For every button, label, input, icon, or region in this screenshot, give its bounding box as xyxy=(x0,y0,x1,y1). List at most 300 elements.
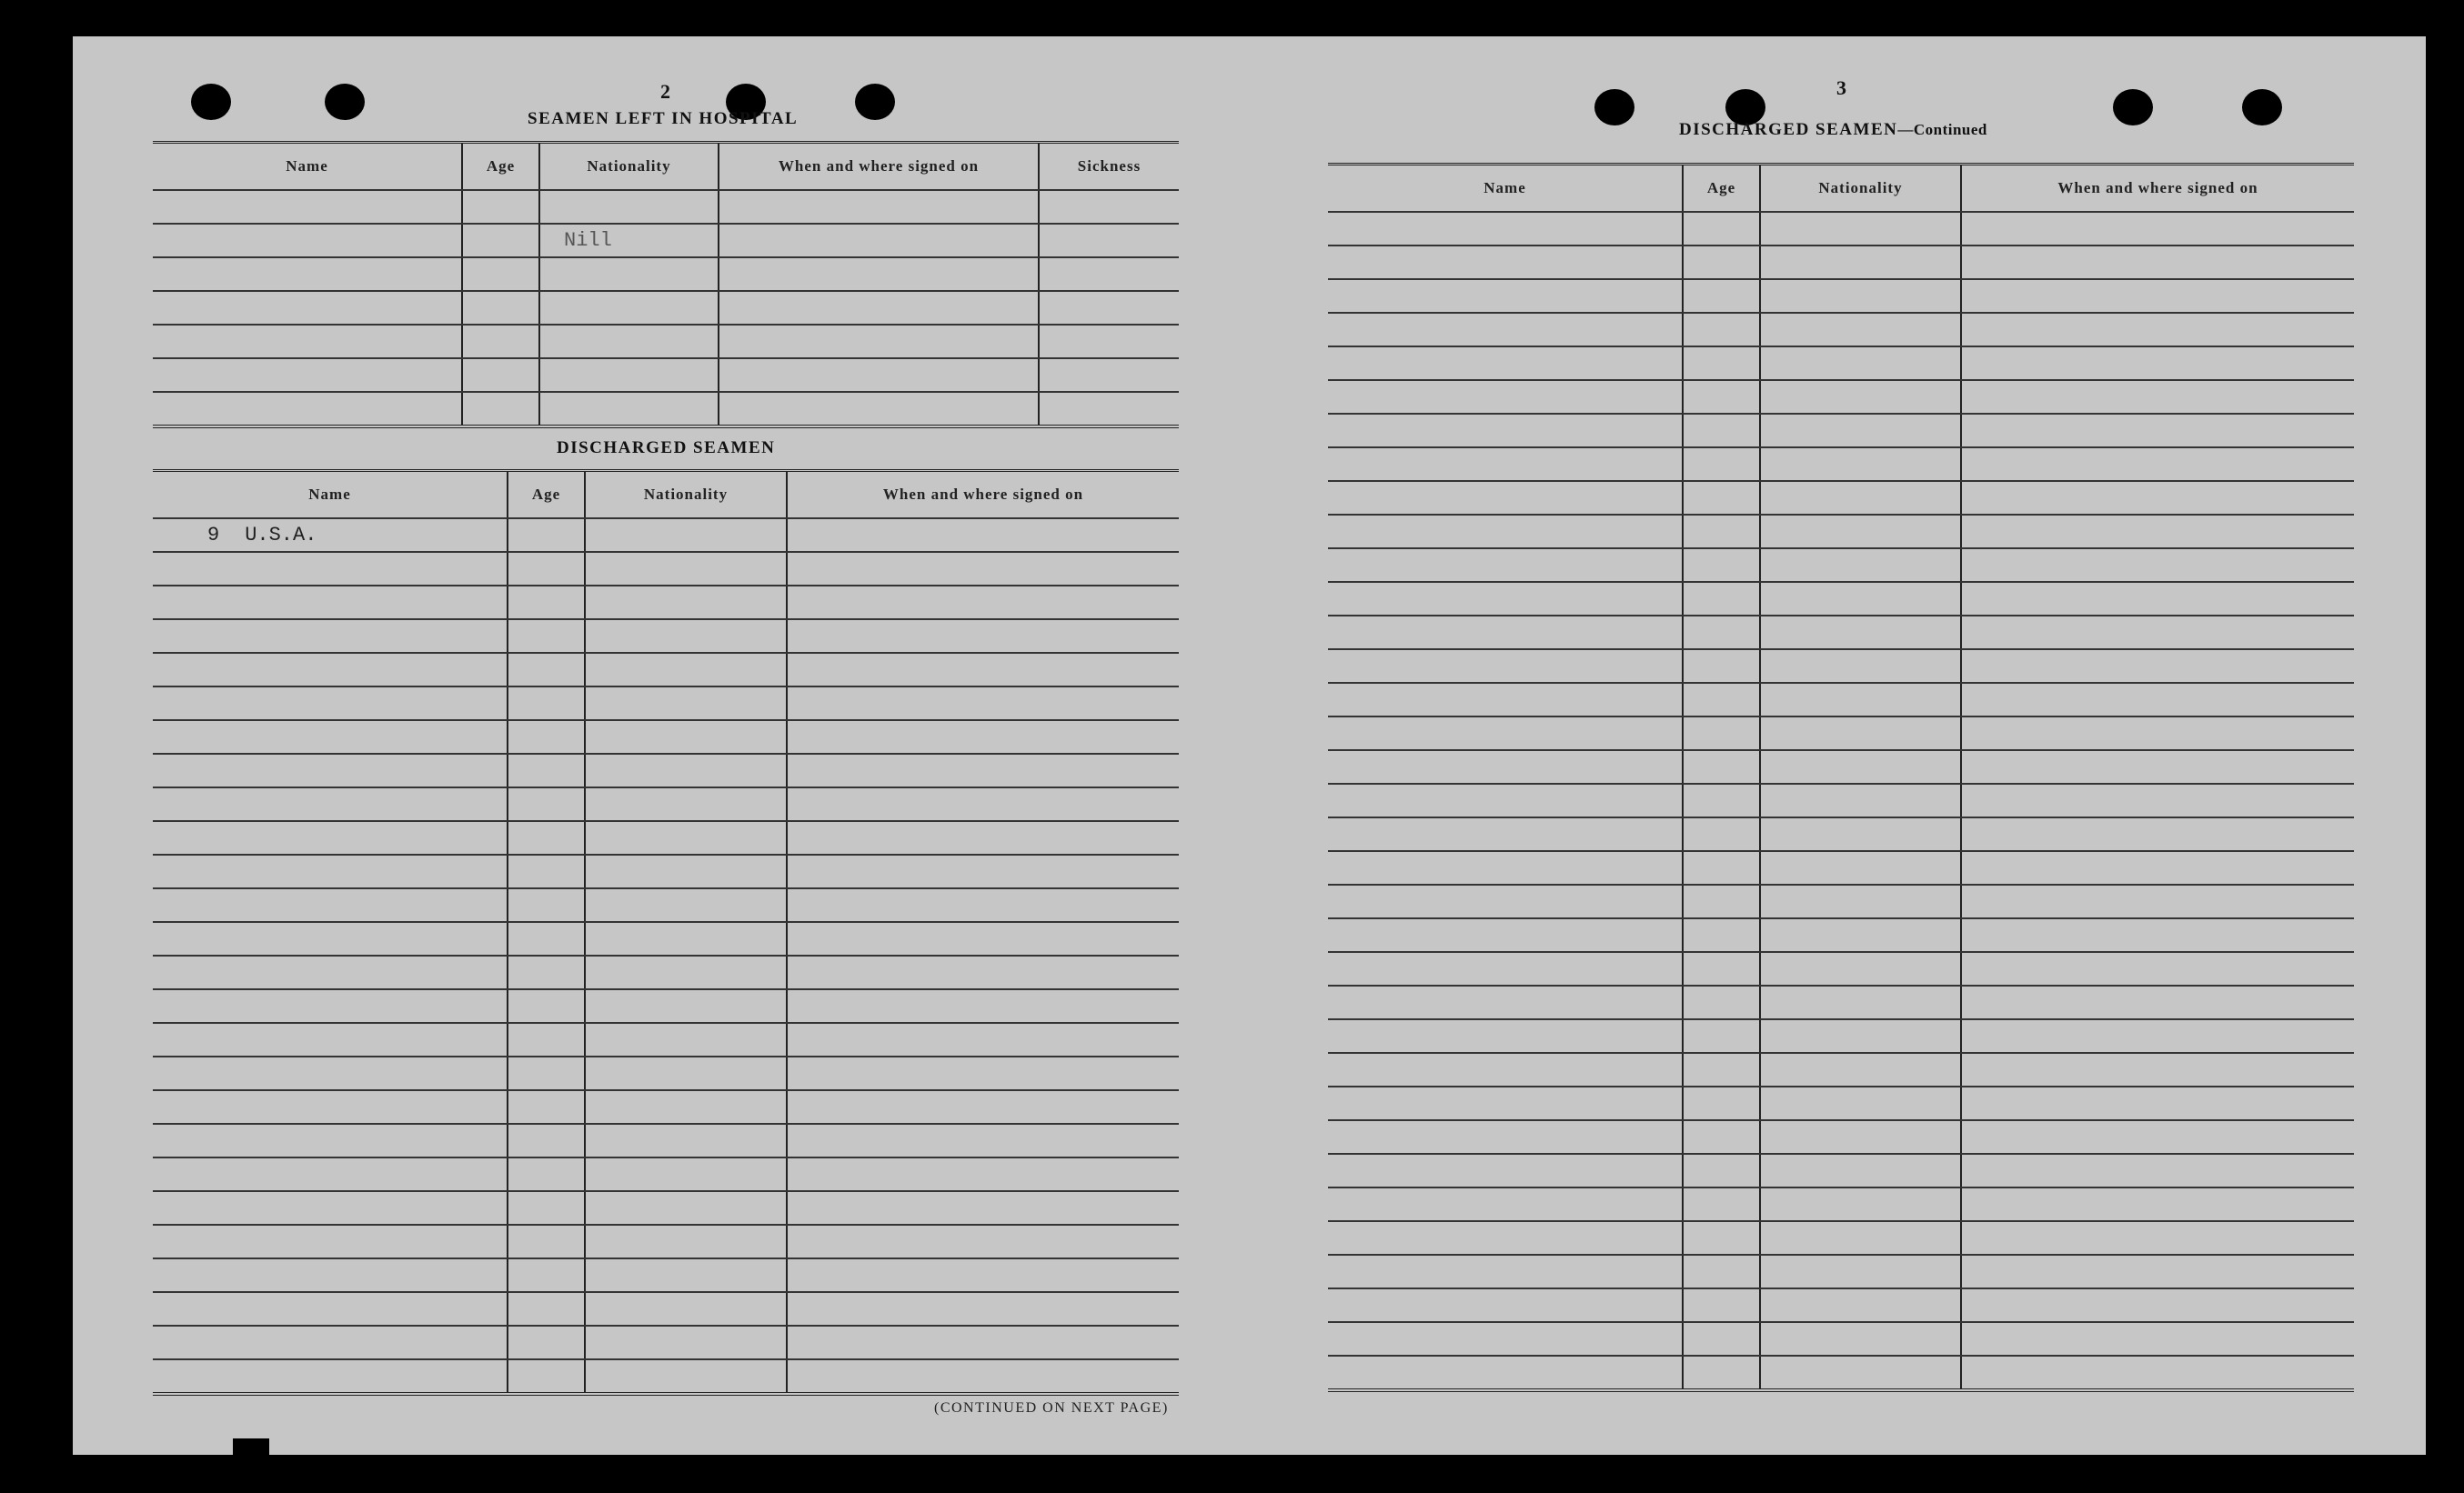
table-cell xyxy=(153,325,462,358)
table-row xyxy=(1328,986,2354,1019)
table-cell xyxy=(508,686,585,720)
table-cell xyxy=(585,653,787,686)
table-cell xyxy=(1760,1087,1961,1120)
table-cell xyxy=(153,552,508,586)
table-cell xyxy=(508,922,585,956)
table-row xyxy=(153,888,1179,922)
table-row xyxy=(1328,1019,2354,1053)
table-cell xyxy=(1961,1356,2354,1390)
table-cell xyxy=(1760,582,1961,616)
table-cell xyxy=(1328,414,1683,447)
table-cell xyxy=(1760,447,1961,481)
table-cell xyxy=(1328,548,1683,582)
table-cell xyxy=(1328,649,1683,683)
table-cell xyxy=(1683,245,1760,279)
table-row xyxy=(1328,1187,2354,1221)
table-cell xyxy=(585,1124,787,1157)
table-row xyxy=(1328,212,2354,245)
table-cell xyxy=(1760,784,1961,817)
table-cell xyxy=(787,619,1179,653)
table-cell xyxy=(462,224,539,257)
column-header-name: Name xyxy=(1328,165,1683,213)
table-cell xyxy=(1328,1322,1683,1356)
table-cell xyxy=(1961,683,2354,716)
table-cell xyxy=(153,686,508,720)
discharged-table xyxy=(153,469,1179,1396)
table-cell xyxy=(585,1057,787,1090)
table-cell xyxy=(1328,716,1683,750)
table-cell xyxy=(508,1157,585,1191)
table-cell xyxy=(1760,380,1961,414)
table-cell xyxy=(1328,380,1683,414)
table-cell xyxy=(1328,447,1683,481)
table-cell xyxy=(585,1292,787,1326)
table-cell xyxy=(1683,986,1760,1019)
scan-corner-mark xyxy=(233,1438,269,1457)
table-cell xyxy=(539,257,719,291)
table-cell xyxy=(1328,817,1683,851)
column-header-age: Age xyxy=(508,471,585,519)
table-row xyxy=(153,325,1179,358)
table-cell xyxy=(508,653,585,686)
column-header-signed-on: When and where signed on xyxy=(719,143,1039,191)
table-cell xyxy=(1961,986,2354,1019)
table-cell xyxy=(1760,750,1961,784)
table-cell xyxy=(585,1157,787,1191)
table-row xyxy=(1328,582,2354,616)
table-cell xyxy=(1683,1187,1760,1221)
table-cell xyxy=(585,1191,787,1225)
page-number-right: 3 xyxy=(1836,76,1846,99)
table-cell xyxy=(585,1326,787,1359)
table-cell xyxy=(787,1191,1179,1225)
table-cell xyxy=(508,1258,585,1292)
column-header-signed-on: When and where signed on xyxy=(787,471,1179,519)
table-cell xyxy=(1961,851,2354,885)
table-cell xyxy=(1760,1120,1961,1154)
table-cell xyxy=(1328,1255,1683,1288)
table-cell xyxy=(1328,1187,1683,1221)
table-row xyxy=(153,224,1179,257)
table-cell xyxy=(1760,1356,1961,1390)
table-cell xyxy=(1961,616,2354,649)
table-cell xyxy=(787,1326,1179,1359)
table-cell xyxy=(1760,1187,1961,1221)
table-cell xyxy=(153,1326,508,1359)
table-cell xyxy=(1328,1221,1683,1255)
table-cell xyxy=(1961,414,2354,447)
table-cell xyxy=(508,855,585,888)
table-cell xyxy=(508,518,585,552)
table-cell xyxy=(1683,1288,1760,1322)
table-cell xyxy=(1683,414,1760,447)
table-cell xyxy=(508,552,585,586)
table-row xyxy=(153,552,1179,586)
table-row xyxy=(1328,616,2354,649)
table-cell xyxy=(1328,683,1683,716)
table-cell xyxy=(1328,1120,1683,1154)
table-cell xyxy=(1961,346,2354,380)
table-cell xyxy=(585,855,787,888)
table-cell xyxy=(1760,1154,1961,1187)
table-cell xyxy=(508,586,585,619)
table-cell xyxy=(1760,1288,1961,1322)
table-cell xyxy=(1760,683,1961,716)
column-header-signed-on: When and where signed on xyxy=(1961,165,2354,213)
table-cell xyxy=(787,1292,1179,1326)
table-row xyxy=(153,619,1179,653)
table-cell xyxy=(787,1359,1179,1394)
table-row xyxy=(1328,447,2354,481)
table-cell xyxy=(1760,1019,1961,1053)
table-row xyxy=(1328,245,2354,279)
table-cell xyxy=(1683,1255,1760,1288)
table-row xyxy=(1328,414,2354,447)
table-cell xyxy=(153,1258,508,1292)
table-cell xyxy=(787,1124,1179,1157)
discharged-continued-title-main: DISCHARGED SEAMEN xyxy=(1679,120,1898,139)
table-cell xyxy=(153,586,508,619)
table-cell xyxy=(585,888,787,922)
table-cell xyxy=(1961,1053,2354,1087)
table-cell xyxy=(1961,313,2354,346)
table-cell xyxy=(1328,986,1683,1019)
table-cell xyxy=(1683,683,1760,716)
table-cell xyxy=(1328,885,1683,918)
table-cell xyxy=(1683,885,1760,918)
table-cell xyxy=(462,257,539,291)
table-row xyxy=(153,1023,1179,1057)
table-cell xyxy=(585,586,787,619)
table-cell xyxy=(1760,1221,1961,1255)
table-cell xyxy=(787,1023,1179,1057)
table-cell xyxy=(1760,616,1961,649)
column-header-nationality: Nationality xyxy=(1760,165,1961,213)
column-header-sickness: Sickness xyxy=(1039,143,1179,191)
table-cell xyxy=(787,1157,1179,1191)
table-cell xyxy=(153,1157,508,1191)
table-cell xyxy=(1328,1154,1683,1187)
table-cell xyxy=(1039,190,1179,224)
table-cell xyxy=(539,190,719,224)
table-row xyxy=(1328,481,2354,515)
table-cell xyxy=(1683,851,1760,885)
table-row xyxy=(1328,515,2354,548)
table-cell xyxy=(1760,986,1961,1019)
table-cell xyxy=(462,392,539,426)
table-row xyxy=(153,392,1179,426)
table-row xyxy=(1328,380,2354,414)
table-row xyxy=(153,1157,1179,1191)
table-row xyxy=(1328,716,2354,750)
table-cell xyxy=(1961,1288,2354,1322)
table-row xyxy=(1328,952,2354,986)
table-cell xyxy=(1683,447,1760,481)
table-row xyxy=(153,922,1179,956)
table-cell xyxy=(508,821,585,855)
discharged-nationality: U.S.A. xyxy=(245,524,317,546)
table-cell xyxy=(1760,1255,1961,1288)
table-cell xyxy=(539,224,719,257)
table-cell xyxy=(719,224,1039,257)
table-cell xyxy=(1961,1120,2354,1154)
table-cell xyxy=(153,257,462,291)
column-header-nationality: Nationality xyxy=(539,143,719,191)
table-cell xyxy=(508,754,585,787)
table-row xyxy=(153,291,1179,325)
table-cell xyxy=(1961,582,2354,616)
table-cell xyxy=(1760,279,1961,313)
table-cell xyxy=(1683,649,1760,683)
table-cell xyxy=(1328,918,1683,952)
table-row xyxy=(153,257,1179,291)
table-row xyxy=(1328,548,2354,582)
table-cell xyxy=(719,291,1039,325)
table-cell xyxy=(1961,1221,2354,1255)
table-cell xyxy=(585,1258,787,1292)
table-cell xyxy=(153,518,508,552)
table-row xyxy=(1328,1053,2354,1087)
discharged-continued-title xyxy=(1679,120,1987,140)
column-header-age: Age xyxy=(1683,165,1760,213)
table-cell xyxy=(153,821,508,855)
table-cell xyxy=(508,989,585,1023)
table-cell xyxy=(153,720,508,754)
table-cell xyxy=(153,1359,508,1394)
table-cell xyxy=(153,1124,508,1157)
table-cell xyxy=(1328,750,1683,784)
table-cell xyxy=(153,1191,508,1225)
table-row xyxy=(153,956,1179,989)
table-cell xyxy=(153,619,508,653)
table-cell xyxy=(1760,716,1961,750)
table-cell xyxy=(1961,447,2354,481)
table-row xyxy=(153,586,1179,619)
table-cell xyxy=(153,653,508,686)
table-cell xyxy=(1683,380,1760,414)
table-cell xyxy=(1328,245,1683,279)
table-cell xyxy=(1039,291,1179,325)
table-cell xyxy=(462,358,539,392)
punch-hole-icon xyxy=(191,84,231,120)
table-row xyxy=(1328,313,2354,346)
table-cell xyxy=(585,956,787,989)
table-cell xyxy=(719,325,1039,358)
table-cell xyxy=(787,518,1179,552)
table-cell xyxy=(1683,548,1760,582)
table-cell xyxy=(585,787,787,821)
table-cell xyxy=(1961,245,2354,279)
table-cell xyxy=(1760,1053,1961,1087)
table-cell xyxy=(1683,1221,1760,1255)
table-cell xyxy=(1961,952,2354,986)
table-cell xyxy=(1328,616,1683,649)
table-cell xyxy=(1961,716,2354,750)
page-number-left: 2 xyxy=(660,80,670,103)
table-cell xyxy=(719,392,1039,426)
table-cell xyxy=(1760,346,1961,380)
table-cell xyxy=(585,1359,787,1394)
punch-hole-icon xyxy=(855,84,895,120)
table-cell xyxy=(1683,1053,1760,1087)
table-row xyxy=(1328,750,2354,784)
table-cell xyxy=(1683,582,1760,616)
table-cell xyxy=(585,1090,787,1124)
table-cell xyxy=(1683,346,1760,380)
table-cell xyxy=(539,291,719,325)
table-cell xyxy=(1683,1019,1760,1053)
table-row xyxy=(1328,1322,2354,1356)
table-row xyxy=(153,190,1179,224)
table-cell xyxy=(539,392,719,426)
table-row xyxy=(153,720,1179,754)
column-header-name: Name xyxy=(153,143,462,191)
table-cell xyxy=(585,989,787,1023)
table-cell xyxy=(585,619,787,653)
table-cell xyxy=(153,291,462,325)
table-cell xyxy=(462,291,539,325)
table-row xyxy=(1328,1154,2354,1187)
punch-hole-icon xyxy=(325,84,365,120)
table-cell xyxy=(1961,1154,2354,1187)
table-row xyxy=(153,686,1179,720)
table-cell xyxy=(153,922,508,956)
table-row xyxy=(153,518,1179,552)
table-cell xyxy=(1961,1255,2354,1288)
table-cell xyxy=(1328,1087,1683,1120)
table-cell xyxy=(1683,481,1760,515)
table-cell xyxy=(787,720,1179,754)
table-cell xyxy=(1683,952,1760,986)
table-cell xyxy=(585,821,787,855)
table-cell xyxy=(585,1225,787,1258)
table-cell xyxy=(1961,784,2354,817)
table-cell xyxy=(1039,224,1179,257)
table-cell xyxy=(539,358,719,392)
table-cell xyxy=(1328,515,1683,548)
table-cell xyxy=(508,956,585,989)
table-cell xyxy=(1683,279,1760,313)
table-cell xyxy=(508,619,585,653)
table-cell xyxy=(787,821,1179,855)
table-row xyxy=(153,1225,1179,1258)
table-cell xyxy=(1039,358,1179,392)
table-cell xyxy=(787,552,1179,586)
table-row xyxy=(1328,1120,2354,1154)
table-cell xyxy=(787,888,1179,922)
table-cell xyxy=(153,989,508,1023)
table-cell xyxy=(1683,716,1760,750)
table-cell xyxy=(508,1326,585,1359)
table-cell xyxy=(1683,616,1760,649)
table-cell xyxy=(1961,1322,2354,1356)
table-cell xyxy=(1328,952,1683,986)
table-row xyxy=(153,1090,1179,1124)
table-cell xyxy=(508,1090,585,1124)
table-row xyxy=(1328,683,2354,716)
table-cell xyxy=(153,392,462,426)
document-sheet xyxy=(73,36,2426,1455)
table-cell xyxy=(1328,481,1683,515)
table-row xyxy=(1328,817,2354,851)
table-cell xyxy=(1961,481,2354,515)
table-cell xyxy=(787,1090,1179,1124)
continued-suffix: —Continued xyxy=(1897,121,1987,138)
table-cell xyxy=(462,325,539,358)
table-cell xyxy=(1039,257,1179,291)
table-cell xyxy=(585,552,787,586)
hospital-table xyxy=(153,141,1179,428)
table-row xyxy=(153,1292,1179,1326)
table-cell xyxy=(787,956,1179,989)
table-row xyxy=(153,1191,1179,1225)
table-cell xyxy=(787,855,1179,888)
table-cell xyxy=(787,787,1179,821)
table-cell xyxy=(1328,1019,1683,1053)
table-cell xyxy=(1760,918,1961,952)
table-cell xyxy=(1328,1356,1683,1390)
table-cell xyxy=(787,754,1179,787)
table-cell xyxy=(1683,784,1760,817)
table-cell xyxy=(508,1292,585,1326)
table-cell xyxy=(1961,817,2354,851)
table-row xyxy=(153,1359,1179,1394)
table-cell xyxy=(1760,1322,1961,1356)
table-cell xyxy=(1683,817,1760,851)
table-row xyxy=(1328,1356,2354,1390)
table-cell xyxy=(787,586,1179,619)
table-cell xyxy=(1961,548,2354,582)
nil-entry: Nill xyxy=(564,229,612,252)
continued-footer: (CONTINUED ON NEXT PAGE) xyxy=(934,1400,1169,1416)
table-cell xyxy=(1760,313,1961,346)
table-cell xyxy=(508,1191,585,1225)
discharged-section-title: DISCHARGED SEAMEN xyxy=(557,438,776,457)
table-row xyxy=(153,1057,1179,1090)
table-cell xyxy=(508,888,585,922)
table-cell xyxy=(153,1023,508,1057)
table-cell xyxy=(1683,515,1760,548)
table-cell xyxy=(1039,392,1179,426)
table-cell xyxy=(787,653,1179,686)
table-cell xyxy=(153,1225,508,1258)
table-cell xyxy=(585,518,787,552)
table-cell xyxy=(539,325,719,358)
table-cell xyxy=(1760,851,1961,885)
table-cell xyxy=(1683,212,1760,245)
table-cell xyxy=(1961,918,2354,952)
table-cell xyxy=(153,956,508,989)
table-cell xyxy=(1328,313,1683,346)
table-row xyxy=(153,1124,1179,1157)
table-cell xyxy=(585,754,787,787)
table-cell xyxy=(1683,1087,1760,1120)
table-row xyxy=(153,1258,1179,1292)
table-row xyxy=(1328,1288,2354,1322)
table-row xyxy=(153,989,1179,1023)
discharged-count: 9 xyxy=(207,524,220,546)
table-cell xyxy=(1961,1019,2354,1053)
discharged-continued-table xyxy=(1328,163,2354,1392)
table-cell xyxy=(1961,515,2354,548)
table-cell xyxy=(1683,1154,1760,1187)
table-row xyxy=(1328,1255,2354,1288)
table-cell xyxy=(585,922,787,956)
table-cell xyxy=(1683,1322,1760,1356)
table-cell xyxy=(1961,649,2354,683)
table-cell xyxy=(508,1124,585,1157)
table-cell xyxy=(1760,548,1961,582)
